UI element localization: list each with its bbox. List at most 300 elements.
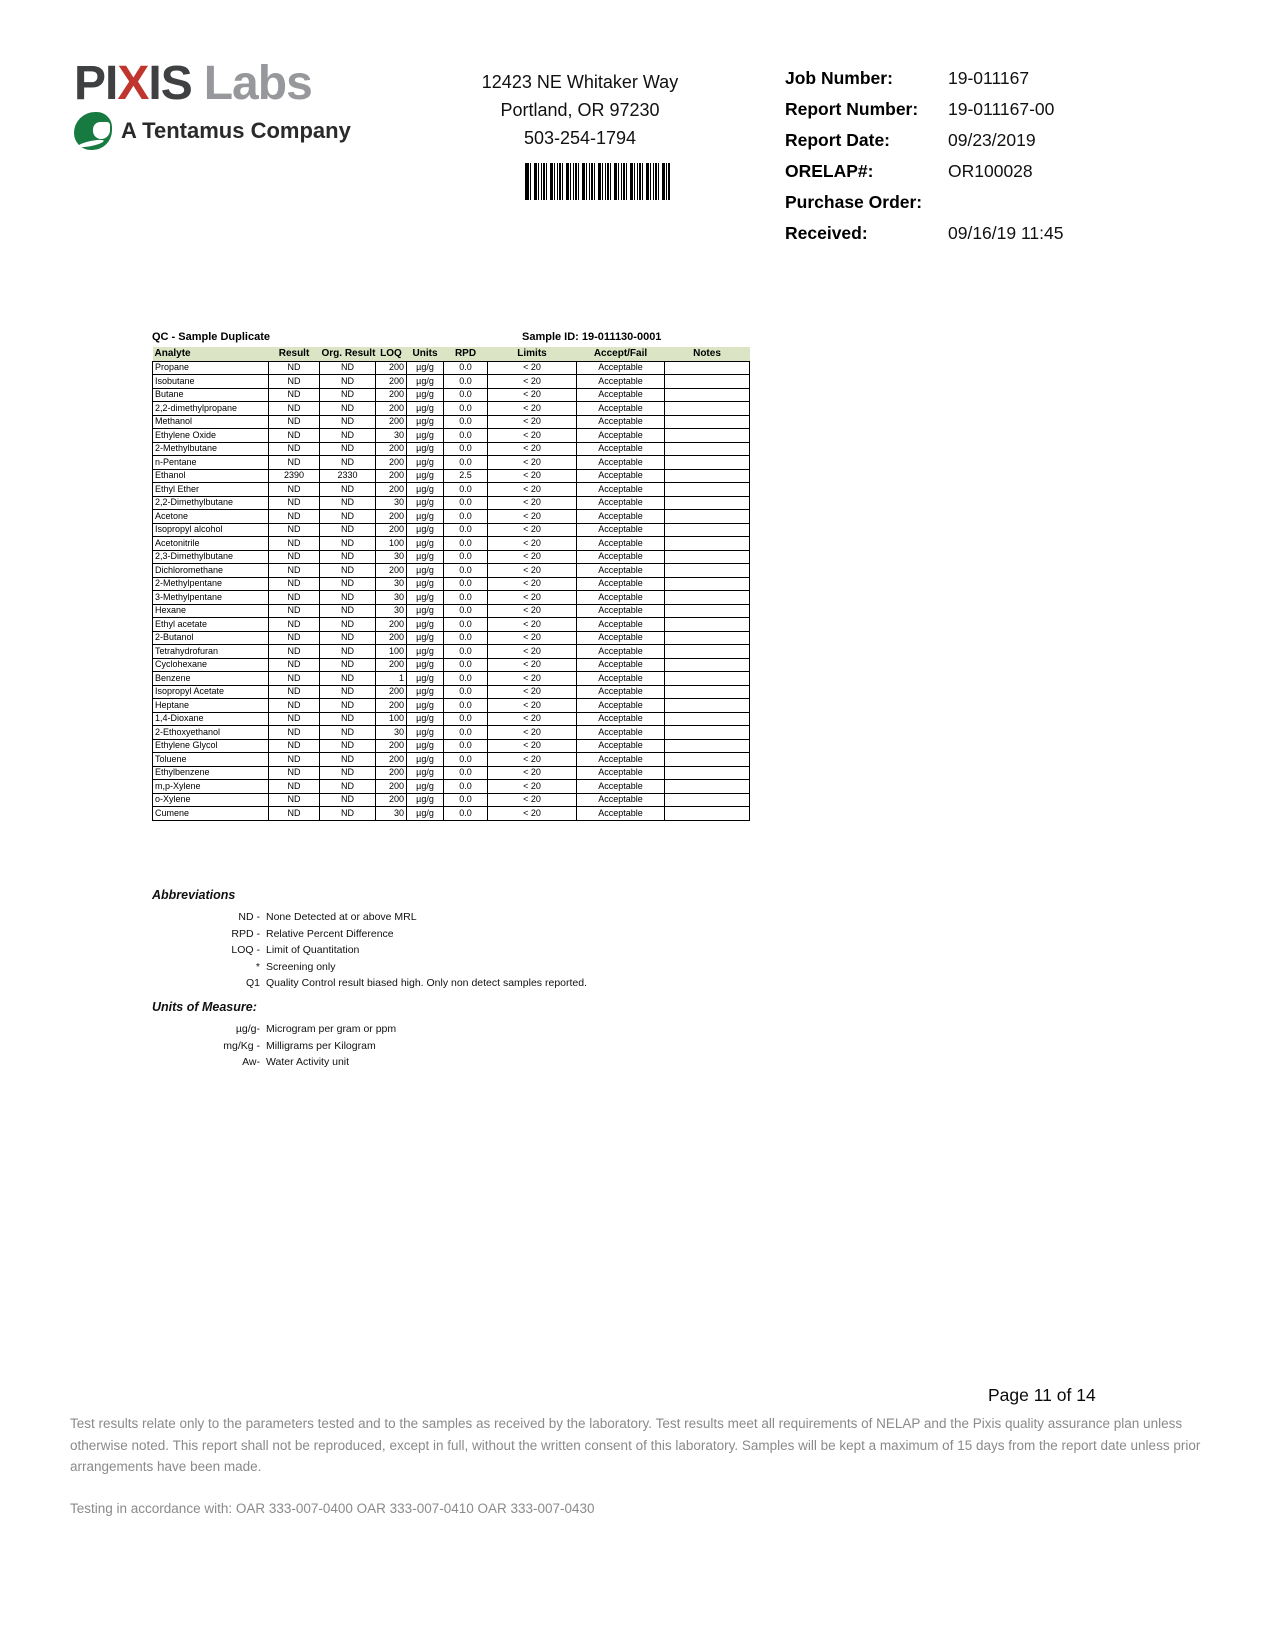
notes-cell [665,537,750,551]
units-cell: µg/g [407,496,444,510]
result-cell: ND [269,618,320,632]
notes-cell [665,780,750,794]
notes-cell [665,766,750,780]
accept-fail-cell: Acceptable [577,415,665,429]
analyte-cell: Propane [153,361,269,375]
abbreviation-item [152,944,587,956]
limits-cell: < 20 [488,780,577,794]
notes-cell [665,375,750,389]
analyte-cell: 2-Ethoxyethanol [153,726,269,740]
result-cell: ND [269,361,320,375]
abbreviation-definition: Quality Control result biased high. Only non detect samples reported. [266,977,588,989]
org-result-cell: ND [320,429,376,443]
notes-cell [665,429,750,443]
rpd-cell: 0.0 [444,712,488,726]
accept-fail-cell: Acceptable [577,402,665,416]
result-cell: ND [269,375,320,389]
org-result-cell: ND [320,672,376,686]
org-result-cell: ND [320,739,376,753]
table-row [153,442,750,456]
units-cell: µg/g [407,577,444,591]
logo-tagline-row [74,112,351,150]
barcode [525,163,670,200]
analyte-cell: Dichloromethane [153,564,269,578]
rpd-cell: 0.0 [444,793,488,807]
result-cell: ND [269,496,320,510]
accept-fail-cell: Acceptable [577,726,665,740]
table-row [153,699,750,713]
analyte-cell: n-Pentane [153,456,269,470]
table-row [153,685,750,699]
result-cell: ND [269,726,320,740]
job-info-label: Received: [785,223,868,243]
accept-fail-cell: Acceptable [577,442,665,456]
accept-fail-cell: Acceptable [577,618,665,632]
limits-cell: < 20 [488,483,577,497]
org-result-cell: ND [320,631,376,645]
table-row [153,388,750,402]
units-cell: µg/g [407,685,444,699]
table-row [153,564,750,578]
org-result-cell: ND [320,645,376,659]
table-row [153,523,750,537]
logo-text-pi: PI [74,57,118,110]
accept-fail-cell: Acceptable [577,523,665,537]
result-cell: ND [269,658,320,672]
limits-cell: < 20 [488,739,577,753]
result-cell: ND [269,415,320,429]
notes-cell [665,564,750,578]
rpd-cell: 0.0 [444,631,488,645]
table-row [153,456,750,470]
org-result-cell: ND [320,780,376,794]
table-row [153,577,750,591]
notes-cell [665,577,750,591]
units-list [152,1023,396,1068]
loq-cell: 200 [376,388,407,402]
units-heading: Units of Measure: [152,1000,257,1014]
unit-definition: Milligrams per Kilogram [266,1039,376,1052]
result-cell: ND [269,780,320,794]
rpd-cell: 0.0 [444,402,488,416]
org-result-cell: ND [320,483,376,497]
result-cell: ND [269,793,320,807]
units-cell: µg/g [407,658,444,672]
rpd-cell: 0.0 [444,780,488,794]
logo-tagline: A Tentamus Company [121,118,351,143]
analyte-cell: Cumene [153,807,269,821]
result-cell: ND [269,604,320,618]
notes-cell [665,672,750,686]
analyte-cell: m,p-Xylene [153,780,269,794]
job-info-value: OR100028 [948,161,1033,181]
org-result-cell: ND [320,442,376,456]
units-cell: µg/g [407,780,444,794]
rpd-cell: 0.0 [444,496,488,510]
accept-fail-cell: Acceptable [577,739,665,753]
loq-cell: 200 [376,618,407,632]
notes-cell [665,591,750,605]
loq-cell: 200 [376,402,407,416]
units-cell: µg/g [407,564,444,578]
org-result-cell: ND [320,523,376,537]
unit-item [152,1040,396,1052]
notes-cell [665,442,750,456]
abbreviation-definition: Limit of Quantitation [266,944,360,956]
unit-term: mg/Kg - [223,1039,260,1052]
limits-cell: < 20 [488,469,577,483]
units-cell: µg/g [407,766,444,780]
qc-column-header: Units [407,347,444,361]
logo-text-x: X [117,57,149,110]
notes-cell [665,658,750,672]
org-result-cell: ND [320,685,376,699]
result-cell: ND [269,739,320,753]
analyte-cell: 2,2-Dimethylbutane [153,496,269,510]
result-cell: ND [269,753,320,767]
abbreviation-item [152,928,587,940]
rpd-cell: 0.0 [444,753,488,767]
result-cell: ND [269,388,320,402]
analyte-cell: Ethyl acetate [153,618,269,632]
limits-cell: < 20 [488,564,577,578]
units-cell: µg/g [407,456,444,470]
rpd-cell: 0.0 [444,415,488,429]
units-cell: µg/g [407,523,444,537]
accept-fail-cell: Acceptable [577,564,665,578]
loq-cell: 200 [376,469,407,483]
abbreviation-item [152,911,587,923]
notes-cell [665,415,750,429]
table-row [153,375,750,389]
notes-cell [665,618,750,632]
table-row [153,712,750,726]
accept-fail-cell: Acceptable [577,780,665,794]
limits-cell: < 20 [488,631,577,645]
notes-cell [665,388,750,402]
accept-fail-cell: Acceptable [577,483,665,497]
qc-results-table [152,347,750,821]
notes-cell [665,739,750,753]
analyte-cell: 2,3-Dimethylbutane [153,550,269,564]
rpd-cell: 2.5 [444,469,488,483]
qc-column-header: Limits [488,347,577,361]
result-cell: ND [269,577,320,591]
abbreviation-definition: None Detected at or above MRL [266,911,417,923]
limits-cell: < 20 [488,496,577,510]
abbreviation-term: * [255,960,260,973]
abbreviation-item [152,961,587,973]
loq-cell: 200 [376,753,407,767]
rpd-cell: 0.0 [444,685,488,699]
pixis-labs-logo [74,57,351,150]
notes-cell [665,631,750,645]
table-row [153,537,750,551]
analyte-cell: Ethylene Oxide [153,429,269,443]
table-row [153,510,750,524]
analyte-cell: Cyclohexane [153,658,269,672]
limits-cell: < 20 [488,361,577,375]
table-row [153,766,750,780]
accept-fail-cell: Acceptable [577,469,665,483]
table-row [153,793,750,807]
units-cell: µg/g [407,739,444,753]
qc-table-header-row [153,347,750,361]
notes-cell [665,753,750,767]
unit-definition: Microgram per gram or ppm [266,1023,397,1035]
limits-cell: < 20 [488,577,577,591]
table-row [153,361,750,375]
units-cell: µg/g [407,442,444,456]
table-row [153,469,750,483]
table-row [153,739,750,753]
limits-cell: < 20 [488,415,577,429]
notes-cell [665,645,750,659]
qc-column-header: Accept/Fail [577,347,665,361]
analyte-cell: Butane [153,388,269,402]
rpd-cell: 0.0 [444,537,488,551]
units-cell: µg/g [407,631,444,645]
units-cell: µg/g [407,726,444,740]
limits-cell: < 20 [488,537,577,551]
analyte-cell: Ethanol [153,469,269,483]
analyte-cell: 1,4-Dioxane [153,712,269,726]
loq-cell: 200 [376,442,407,456]
accept-fail-cell: Acceptable [577,456,665,470]
org-result-cell: ND [320,753,376,767]
disclaimer-text [70,1413,1200,1478]
loq-cell: 200 [376,658,407,672]
address-line: Portland, OR 97230 [500,100,660,120]
org-result-cell: ND [320,388,376,402]
job-info-label: Purchase Order: [785,192,923,212]
units-cell: µg/g [407,604,444,618]
org-result-cell: ND [320,618,376,632]
rpd-cell: 0.0 [444,375,488,389]
job-info-value: 09/16/19 11:45 [948,223,1064,243]
table-row [153,645,750,659]
result-cell: ND [269,672,320,686]
unit-item [152,1023,396,1035]
loq-cell: 200 [376,699,407,713]
rpd-cell: 0.0 [444,645,488,659]
org-result-cell: ND [320,456,376,470]
accept-fail-cell: Acceptable [577,712,665,726]
loq-cell: 30 [376,807,407,821]
table-row [153,780,750,794]
units-cell: µg/g [407,591,444,605]
job-info-label: ORELAP#: [785,161,874,181]
org-result-cell: ND [320,415,376,429]
loq-cell: 30 [376,496,407,510]
limits-cell: < 20 [488,672,577,686]
loq-cell: 200 [376,483,407,497]
org-result-cell: ND [320,550,376,564]
result-cell: ND [269,564,320,578]
analyte-cell: Isopropyl alcohol [153,523,269,537]
units-cell: µg/g [407,402,444,416]
rpd-cell: 0.0 [444,550,488,564]
table-row [153,618,750,632]
result-cell: ND [269,456,320,470]
loq-cell: 200 [376,510,407,524]
page-number: Page 11 of 14 [988,1385,1096,1405]
loq-cell: 30 [376,550,407,564]
accept-fail-cell: Acceptable [577,645,665,659]
tentamus-leaf-icon [74,112,112,150]
accept-fail-cell: Acceptable [577,631,665,645]
table-row [153,604,750,618]
accept-fail-cell: Acceptable [577,577,665,591]
units-of-measure-section [152,1000,396,1068]
address-line: 503-254-1794 [523,128,637,148]
limits-cell: < 20 [488,712,577,726]
loq-cell: 30 [376,591,407,605]
units-cell: µg/g [407,537,444,551]
limits-cell: < 20 [488,699,577,713]
accept-fail-cell: Acceptable [577,510,665,524]
units-cell: µg/g [407,793,444,807]
qc-sample-duplicate-section [152,331,749,821]
notes-cell [665,726,750,740]
limits-cell: < 20 [488,442,577,456]
notes-cell [665,712,750,726]
org-result-cell: ND [320,793,376,807]
abbreviation-term: ND - [238,911,260,923]
notes-cell [665,483,750,497]
result-cell: ND [269,550,320,564]
loq-cell: 200 [376,523,407,537]
analyte-cell: Tetrahydrofuran [153,645,269,659]
loq-cell: 30 [376,429,407,443]
units-cell: µg/g [407,429,444,443]
org-result-cell: ND [320,496,376,510]
table-row [153,658,750,672]
loq-cell: 200 [376,739,407,753]
accept-fail-cell: Acceptable [577,658,665,672]
limits-cell: < 20 [488,550,577,564]
org-result-cell: ND [320,564,376,578]
limits-cell: < 20 [488,591,577,605]
limits-cell: < 20 [488,793,577,807]
rpd-cell: 0.0 [444,726,488,740]
limits-cell: < 20 [488,618,577,632]
accept-fail-cell: Acceptable [577,496,665,510]
rpd-cell: 0.0 [444,483,488,497]
accept-fail-cell: Acceptable [577,685,665,699]
unit-term: Aw- [242,1056,260,1068]
analyte-cell: Isopropyl Acetate [153,685,269,699]
table-row [153,415,750,429]
analyte-cell: 2,2-dimethylpropane [153,402,269,416]
rpd-cell: 0.0 [444,699,488,713]
org-result-cell: ND [320,807,376,821]
qc-column-header: Org. Result [321,348,376,360]
loq-cell: 30 [376,577,407,591]
qc-table-title-row [152,331,749,346]
limits-cell: < 20 [488,807,577,821]
units-cell: µg/g [407,510,444,524]
limits-cell: < 20 [488,523,577,537]
rpd-cell: 0.0 [444,577,488,591]
units-cell: µg/g [407,361,444,375]
org-result-cell: ND [320,537,376,551]
job-info-value [948,192,1063,213]
table-row [153,672,750,686]
notes-cell [665,402,750,416]
qc-column-header: RPD [444,347,488,361]
result-cell: ND [269,429,320,443]
units-cell: µg/g [407,375,444,389]
result-cell: ND [269,685,320,699]
result-cell: ND [269,510,320,524]
analyte-cell: Acetone [153,510,269,524]
analyte-cell: 2-Butanol [153,631,269,645]
job-info-panel [785,68,1063,244]
result-cell: ND [269,483,320,497]
loq-cell: 100 [376,645,407,659]
units-cell: µg/g [407,645,444,659]
rpd-cell: 0.0 [444,429,488,443]
units-cell: µg/g [407,753,444,767]
org-result-cell: ND [320,591,376,605]
accept-fail-cell: Acceptable [577,753,665,767]
org-result-cell: ND [320,712,376,726]
accept-fail-cell: Acceptable [577,699,665,713]
org-result-cell: ND [320,604,376,618]
rpd-cell: 0.0 [444,618,488,632]
org-result-cell: ND [320,402,376,416]
abbreviations-section [152,888,587,989]
rpd-cell: 0.0 [444,564,488,578]
table-row [153,550,750,564]
accept-fail-cell: Acceptable [577,766,665,780]
rpd-cell: 0.0 [444,361,488,375]
units-cell: µg/g [407,618,444,632]
analyte-cell: 2-Methylpentane [153,577,269,591]
loq-cell: 200 [376,685,407,699]
rpd-cell: 0.0 [444,456,488,470]
table-row [153,807,750,821]
qc-column-header: Result [269,347,320,361]
analyte-cell: Ethyl Ether [153,483,269,497]
units-cell: µg/g [407,807,444,821]
result-cell: ND [269,766,320,780]
qc-column-header: Notes [665,347,750,361]
result-cell: ND [269,807,320,821]
unit-term: µg/g- [235,1023,260,1035]
logo-text-labs: Labs [203,57,312,110]
job-info-label: Report Date: [785,130,891,150]
org-result-cell: ND [320,361,376,375]
units-cell: µg/g [407,388,444,402]
result-cell: ND [269,523,320,537]
testing-accordance-line: Testing in accordance with: OAR 333-007-0400 OAR 333-007-0410 OAR 333-007-0430 [70,1501,595,1516]
analyte-cell: Ethylene Glycol [153,739,269,753]
notes-cell [665,793,750,807]
table-row [153,631,750,645]
units-cell: µg/g [407,712,444,726]
result-cell: ND [269,645,320,659]
rpd-cell: 0.0 [444,807,488,821]
job-info-label: Report Number: [785,99,919,119]
analyte-cell: Hexane [153,604,269,618]
qc-column-header: Analyte [153,347,269,361]
abbreviation-term: LOQ - [231,944,260,956]
units-cell: µg/g [407,483,444,497]
accept-fail-cell: Acceptable [577,361,665,375]
notes-cell [665,496,750,510]
